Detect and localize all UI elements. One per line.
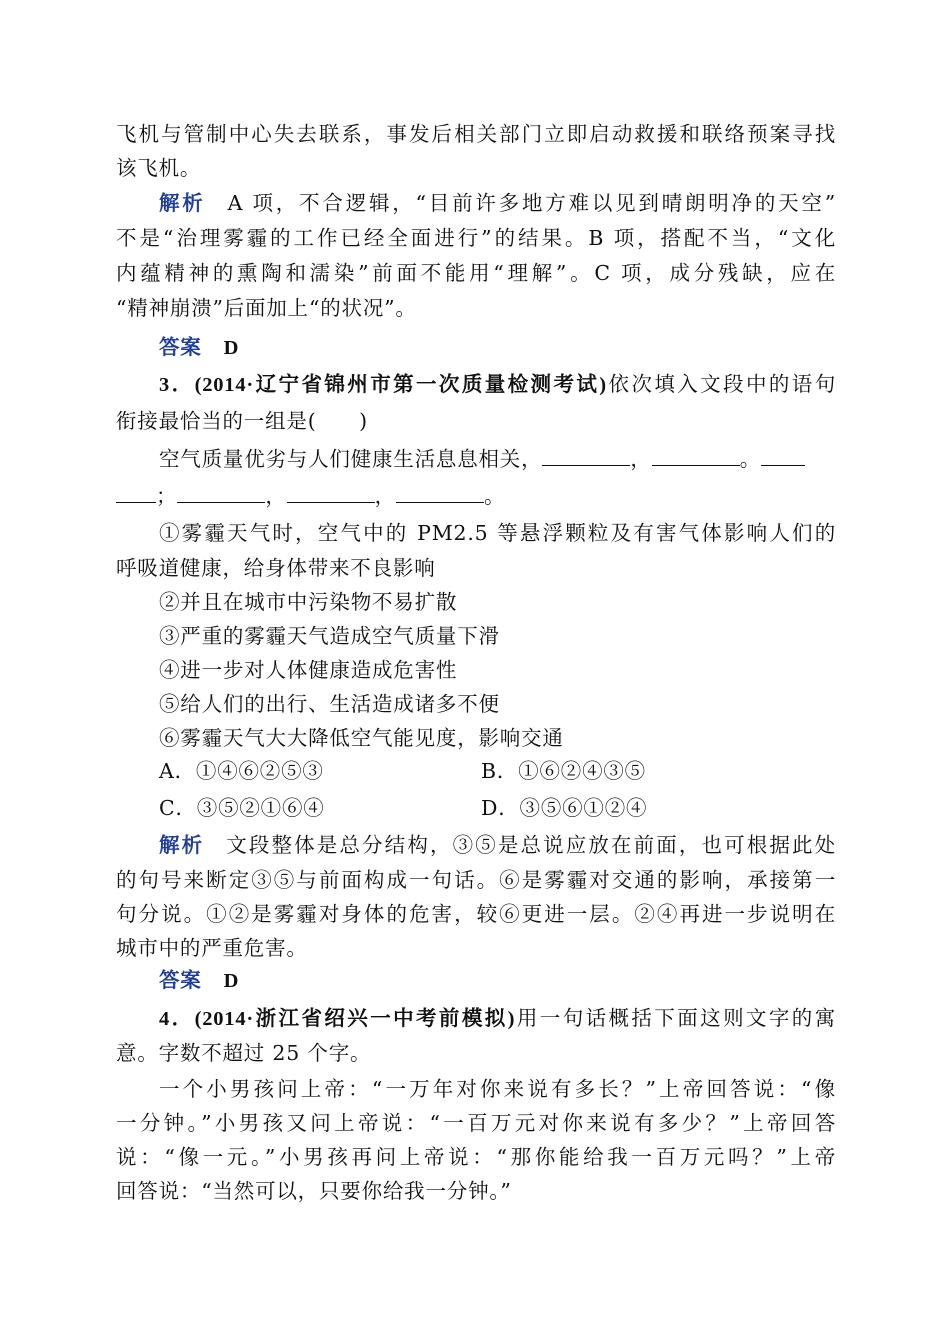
q2-analysis-line-3: 内蕴精神的熏陶和濡染”前面不能用“理解”。C 项，成分残缺，应在 <box>116 261 836 285</box>
q3-source: (2014·辽宁省锦州市第一次质量检测考试) <box>194 374 607 396</box>
q3-analysis-line-4: 城市中的严重危害。 <box>116 936 308 960</box>
fill-blank-2 <box>652 445 740 466</box>
fill-blank-1 <box>542 445 630 466</box>
q3-item-3: ③严重的雾霾天气造成空气质量下滑 <box>159 624 500 648</box>
q3-stem-text: 依次填入文段中的语句 <box>606 372 837 396</box>
q4-stem-line-2: 意。字数不超过 25 个字。 <box>116 1041 372 1065</box>
q4-passage-line-2: 一分钟。”小男孩又问上帝说：“一百万元对你来说有多少？”上帝回答 <box>116 1111 836 1135</box>
q3-item-1: ①雾霾天气时，空气中的 PM2.5 等悬浮颗粒及有害气体影响人们的 <box>159 521 836 545</box>
separator: ； <box>156 484 178 508</box>
separator: 。 <box>739 447 762 471</box>
q3-item-5: ⑤给人们的出行、生活造成诸多不便 <box>159 692 500 716</box>
q3-analysis-line-3: 句分说。①②是雾霾对身体的危害，较⑥更进一层。②④再进一步说明在 <box>116 902 836 926</box>
q2-analysis-line-2: 不是“治理雾霾的工作已经全面进行”的结果。B 项，搭配不当，“文化 <box>116 226 836 250</box>
q2-analysis-line-1 <box>159 187 836 219</box>
q3-analysis-line-2: 的句号来断定③⑤与前面构成一句话。⑥是雾霾对交通的影响，承接第一 <box>116 868 836 892</box>
q4-source: (2014·浙江省绍兴一中考前模拟) <box>194 1008 516 1030</box>
q2-analysis-line-4: “精神崩溃”后面加上“的状况”。 <box>116 296 417 320</box>
analysis-label: 解析 <box>159 191 206 215</box>
q3-stem-line-2: 衔接最恰当的一组是( ) <box>116 409 368 433</box>
answer-value: D <box>223 337 240 359</box>
fill-blank-6 <box>396 482 484 503</box>
option-b: B．①⑥②④③⑤ <box>481 759 646 783</box>
q2-answer <box>159 331 836 364</box>
answer-value: D <box>223 970 240 992</box>
q3-item-1-cont: 呼吸道健康，给身体带来不良影响 <box>116 556 436 580</box>
q3-analysis-line-1 <box>159 829 836 861</box>
fill-blank-5 <box>287 482 375 503</box>
option-d: D．③⑤⑥①②④ <box>481 796 648 820</box>
q3-passage-line-1 <box>159 443 836 475</box>
q3-item-2: ②并且在城市中污染物不易扩散 <box>159 590 458 614</box>
fill-blank-3-end <box>116 482 156 503</box>
fill-blank-4 <box>177 482 265 503</box>
q3-item-4: ④进一步对人体健康造成危害性 <box>159 658 458 682</box>
q4-number: 4． <box>159 1008 195 1030</box>
separator: 。 <box>483 484 506 508</box>
q3-passage-line-2 <box>116 480 836 512</box>
q2-analysis-text-1: A 项，不合逻辑，“目前许多地方难以见到晴朗明净的天空” <box>227 191 836 215</box>
q4-passage-line-1: 一个小男孩问上帝：“一万年对你来说有多长？”上帝回答说：“像 <box>159 1077 836 1101</box>
q3-item-6: ⑥雾霾天气大大降低空气能见度，影响交通 <box>159 726 564 750</box>
fill-blank-3-start <box>761 445 805 466</box>
separator: ， <box>374 484 396 508</box>
answer-label: 答案 <box>159 335 202 359</box>
q3-passage-text: 空气质量优劣与人们健康生活息息相关， <box>159 447 543 471</box>
answer-label: 答案 <box>159 968 202 992</box>
q3-analysis-text-1: 文段整体是总分结构，③⑤是总说应放在前面，也可根据此处 <box>226 833 836 857</box>
q3-number: 3． <box>159 374 195 396</box>
intro-line-1: 飞机与管制中心失去联系，事发后相关部门立即启动救援和联络预案寻找 <box>116 122 836 146</box>
intro-line-2: 该飞机。 <box>116 156 202 180</box>
q3-stem-line-1 <box>159 368 836 401</box>
separator: ， <box>630 447 652 471</box>
q4-passage-line-3: 说：“像一元。”小男孩再问上帝说：“那你能给我一百万元吗？”上帝 <box>116 1145 836 1169</box>
separator: ， <box>265 484 287 508</box>
q3-answer <box>159 964 836 997</box>
q4-passage-line-4: 回答说：“当然可以，只要你给我一分钟。” <box>116 1179 512 1203</box>
q4-stem-line-1 <box>159 1002 836 1035</box>
q4-stem-text: 用一句话概括下面这则文字的寓 <box>515 1006 837 1030</box>
analysis-label: 解析 <box>159 833 205 857</box>
option-a: A．①④⑥②⑤③ <box>159 759 324 783</box>
option-c: C．③⑤②①⑥④ <box>159 796 325 820</box>
